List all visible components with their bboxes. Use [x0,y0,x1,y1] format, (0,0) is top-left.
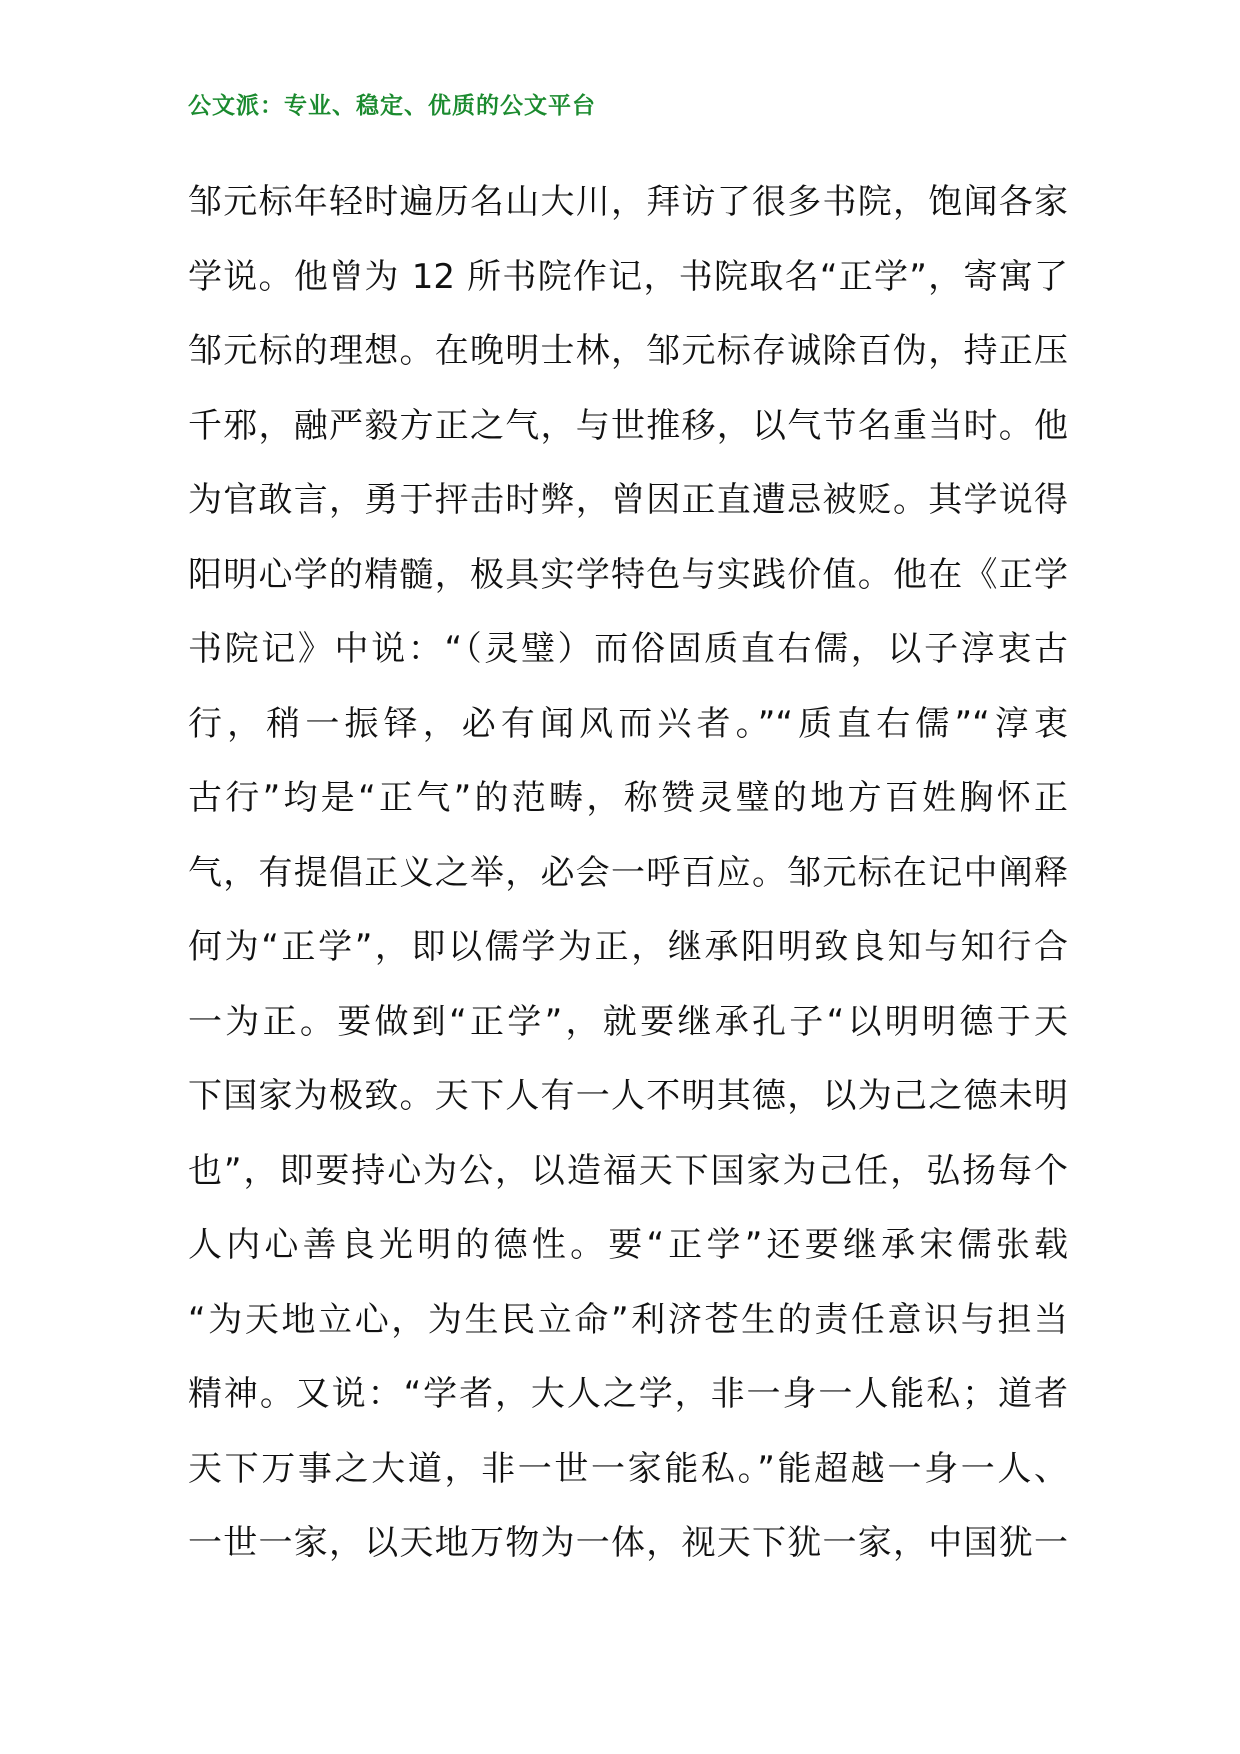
site-header: 公文派：专业、稳定、优质的公文平台 [188,93,596,119]
paragraph-line: 一世一家，以天地万物为一体，视天下犹一家，中国犹一 [188,1523,1068,1563]
paragraph-line: 人内心善良光明的德性。要“正学”还要继承宋儒张载 [188,1225,1068,1265]
paragraph-line: 天下万事之大道，非一世一家能私。”能超越一身一人、 [188,1448,1068,1489]
paragraph-line: 行，稍一振铎，必有闻风而兴者。”“质直右儒”“淳衷 [188,703,1068,744]
paragraph-line: 精神。又说：“学者，大人之学，非一身一人能私；道者 [188,1374,1068,1414]
paragraph-line: 邹元标年轻时遍历名山大川，拜访了很多书院，饱闻各家 [188,182,1068,222]
paragraph-line: “为天地立心，为生民立命”利济苍生的责任意识与担当 [188,1299,1068,1340]
paragraph-line: 何为“正学”，即以儒学为正，继承阳明致良知与知行合 [188,927,1068,967]
paragraph-line: 气，有提倡正义之举，必会一呼百应。邹元标在记中阐释 [188,852,1068,893]
paragraph-line: 古行”均是“正气”的范畴，称赞灵璧的地方百姓胸怀正 [188,778,1068,818]
paragraph-line: 也”，即要持心为公，以造福天下国家为己任，弘扬每个 [188,1150,1068,1191]
paragraph-line: 下国家为极致。天下人有一人不明其德，以为己之德未明 [188,1076,1068,1116]
paragraph-line: 一为正。要做到“正学”，就要继承孔子“以明明德于天 [188,1001,1068,1042]
paragraph-line: 学说。他曾为 12 所书院作记，书院取名“正学”，寄寓了 [188,256,1068,297]
paragraph-line: 为官敢言，勇于抨击时弊，曾因正直遭忌被贬。其学说得 [188,480,1068,520]
paragraph-line: 邹元标的理想。在晚明士林，邹元标存诚除百伪，持正压 [188,331,1068,371]
paragraph-line: 千邪，融严毅方正之气，与世推移，以气节名重当时。他 [188,405,1068,446]
article-body [188,165,1068,1581]
paragraph-line: 阳明心学的精髓，极具实学特色与实践价值。他在《正学 [188,554,1068,595]
paragraph-line: 书院记》中说：“（灵璧）而俗固质直右儒，以子淳衷古 [188,629,1068,669]
